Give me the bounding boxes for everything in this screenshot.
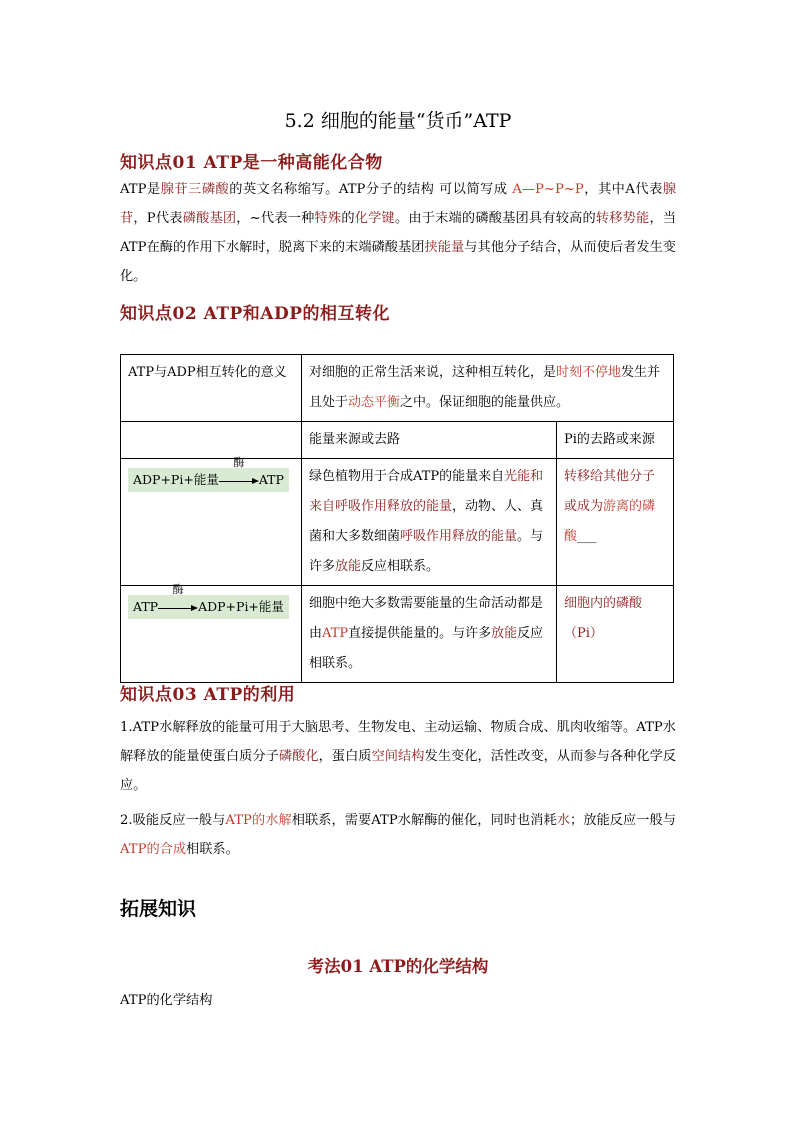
atp-structure-caption: ATP的化学结构 [120, 993, 213, 1008]
table-cell: ATP与ADP相互转化的意义 [121, 355, 302, 422]
table-cell: Pi的去路或来源 [557, 422, 674, 459]
equation-hydrolysis: ATP 酶 ADP+Pi+能量 [128, 595, 289, 619]
table-cell: 能量来源或去路 [302, 422, 557, 459]
kp2-heading: 知识点02 ATP和ADP的相互转化 [120, 304, 390, 324]
table-cell: 细胞内的磷酸（Pi） [557, 586, 674, 683]
kp1-paragraph: ATP是腺苷三磷酸的英文名称缩写。ATP分子的结构 可以简写成 A—P~P~P，其中A代表腺苷，P代表磷酸基团，~代表一种特殊的化学键。由于末端的磷酸基团具有较高的转移势能，当ATP在酶的作用下水解时，脱离下来的末端磷酸基团挟能量与其他分子结合，从而使后者发生变化。 [120, 182, 677, 284]
table-row [121, 422, 674, 459]
kp3-paragraph-2: 2.吸能反应一般与ATP的水解相联系，需要ATP水解酶的催化，同时也消耗水；放能反应一般与ATP的合成相联系。 [120, 813, 676, 857]
kp1-heading: 知识点01 ATP是一种高能化合物 [120, 153, 383, 173]
page-title: 5.2 细胞的能量“货币”ATP [284, 110, 512, 132]
table-row [121, 355, 674, 422]
table-cell: 转移给其他分子或成为游离的磷酸___ [557, 459, 674, 586]
extension-heading: 拓展知识 [120, 898, 197, 920]
table-cell: 细胞中绝大多数需要能量的生命活动都是由ATP直接提供能量的。与许多放能反应相联系。 [302, 586, 557, 683]
table-row [121, 459, 674, 586]
table-cell: 绿色植物用于合成ATP的能量来自光能和来自呼吸作用释放的能量，动物、人、真菌和大多数细菌呼吸作用释放的能量。与许多放能反应相联系。 [302, 459, 557, 586]
kp3-paragraph-1: 1.ATP水解释放的能量可用于大脑思考、生物发电、主动运输、物质合成、肌肉收缩等。ATP水解释放的能量使蛋白质分子磷酸化，蛋白质空间结构发生变化，活性改变，从而参与各种化学反应。 [120, 720, 677, 793]
method-heading: 考法01 ATP的化学结构 [307, 957, 489, 976]
table-cell: 对细胞的正常生活来说，这种相互转化，是时刻不停地发生并且处于动态平衡之中。保证细胞的能量供应。 [302, 355, 674, 422]
atp-adp-table [120, 354, 674, 683]
equation-synthesis: ADP+Pi+能量 酶 ATP [128, 468, 289, 492]
table-cell [121, 456, 302, 586]
right-arrow-icon [219, 476, 259, 486]
table-row [121, 586, 674, 683]
right-arrow-icon [158, 603, 198, 613]
table-cell [121, 583, 302, 683]
table-cell [121, 422, 302, 459]
kp3-heading: 知识点03 ATP的利用 [120, 685, 296, 705]
